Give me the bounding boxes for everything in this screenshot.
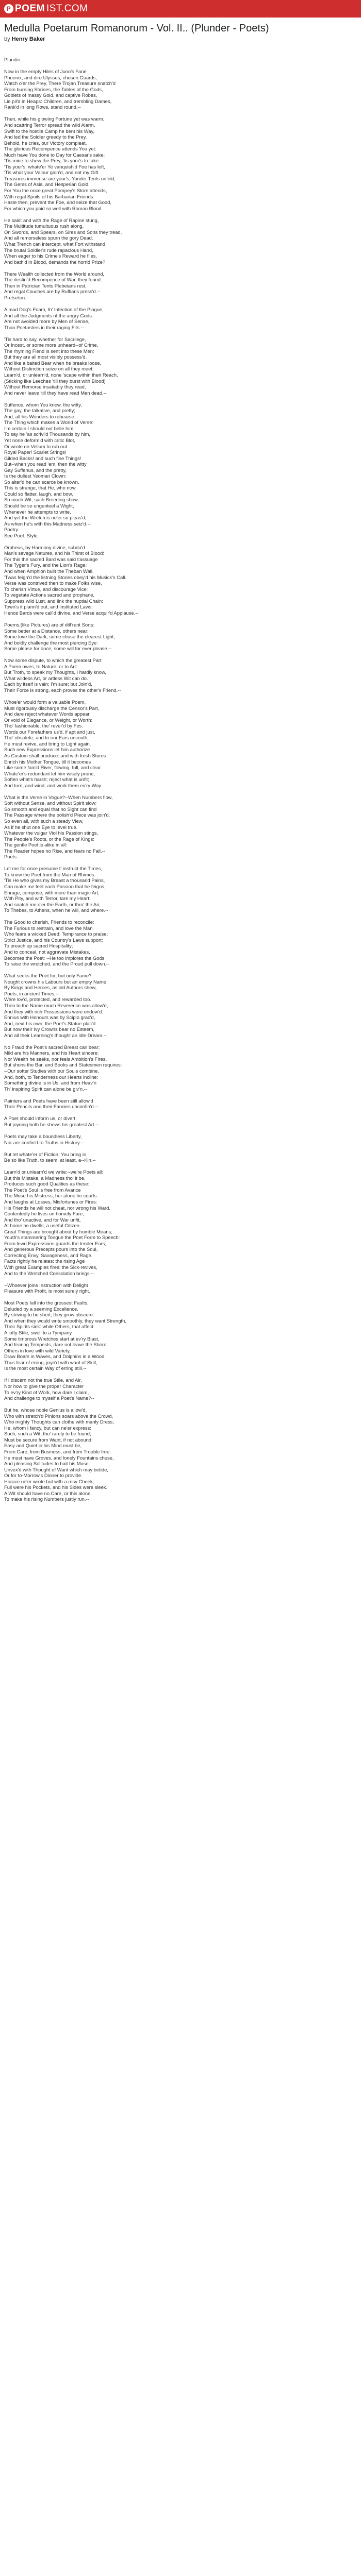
poem-line: To raise the wretched, and the Proud pull down.-- (4, 961, 110, 967)
poem-line: Royal Paper! Scarlet Strings! (4, 449, 67, 455)
poem-line: Soft without Sense, and without Spirit slow: (4, 800, 97, 806)
poem-line: Who fears a wicked Deed: Temp'rance to praise; (4, 931, 108, 937)
poem-line: Or wrote on Vellum to rub out. (4, 443, 69, 449)
poem-stanza (4, 217, 357, 265)
poem-line: Must rigorously discharge the Censor's Part, (4, 705, 100, 711)
poem-title: Medulla Poetarum Romanorum - Vol. II.. (Plunder - Poets) (4, 23, 269, 34)
poem-line: Nor Wealth he seeks, nor feels Ambition's Fires, (4, 1056, 107, 1062)
poem-line: Easy and Quiet in his Mind must be, (4, 1443, 82, 1449)
poem-line: As if he shut one Eye to level true. (4, 824, 78, 830)
poem-stanza (4, 336, 357, 396)
poem-line: To preach up sacred Hospitality; (4, 943, 73, 949)
poem-line: Then, while his glowing Fortune yet was warm, (4, 116, 105, 122)
poem-line: Deluded by a seeming Excellence. (4, 1306, 78, 1312)
poem-line: Nought crowns his Labours but an empty Name. (4, 978, 108, 985)
poem-stanza (4, 919, 357, 967)
poem-line: --Whoever joins Instruction with Delight (4, 1282, 88, 1288)
poem-line: Facts rightly he relates: the rising Age (4, 1258, 85, 1264)
poem-line: This is strange, that He, who now (4, 485, 76, 491)
poem-line: Whenever he attempts to write. (4, 509, 71, 515)
poem-line: So even all, with such a steady View, (4, 818, 84, 824)
poem-line: But he, whose noble Genius is allow'd, (4, 1407, 87, 1413)
author-name[interactable]: Henry Baker (11, 36, 45, 42)
poem-line: And, next his own, the Poet's Statue plac'd. (4, 1020, 97, 1026)
poem-line: Poetry. (4, 527, 20, 533)
poem-line: Treasures immense are your's; Yonder Tents unfold, (4, 175, 116, 181)
poem-line: Watch o'er the Prey. There Trojan Treasure snatch'd (4, 80, 116, 87)
poem-stanza (4, 1300, 357, 1371)
poem-line: Nor are confin'd to Truths in History.-- (4, 1139, 84, 1145)
poem-line: From Care, from Business, and from Trouble free. (4, 1448, 111, 1454)
poem-line: And laughs at Losses, Misfortunes or Fires: (4, 1199, 97, 1205)
poem-line: What seeks the Poet for, but only Fame? (4, 973, 92, 979)
poem-line: Poets. (4, 854, 18, 860)
poem-line: The People's Roots, or the Rage of Kings: (4, 836, 94, 842)
poem-line: His Friends he will not cheat, nor wrong his Ward. (4, 1205, 110, 1211)
poem-line: With Pity, and with Terror, tare my Heart: (4, 895, 91, 902)
byline (4, 36, 357, 42)
poem-line: Are not avoided more by Men of Sense, (4, 318, 90, 325)
poem-line: Thus fear of erring, joyn'd with want of Skill, (4, 1359, 97, 1365)
poem-line: Gay Suffenus, and the pretty, (4, 467, 67, 473)
poem-line: And boldly challenge the most piercing Eye: (4, 639, 98, 646)
poem-line: And regal Couches are by Ruffians press'd.-- (4, 289, 101, 295)
poem-line: Strict Justice, and his Country's Laws support: (4, 937, 103, 943)
poem-line: (Sticking like Leeches 'till they burst with Blood) (4, 378, 106, 384)
poem-line: The destin'd Recompence of War, they found. (4, 277, 102, 283)
poem-line: And all remorseless spurn the gory Dead. (4, 235, 93, 241)
poem-stanza (4, 271, 357, 301)
poem-line: Their Force is strong, each proves the other's Friend.-- (4, 687, 121, 693)
poem-line: 'Tis mine to shew the Prey, 'tis your's to take. (4, 158, 100, 164)
poem-line: Without Distinction seize on all they meet: (4, 366, 94, 372)
poem-line: Enrage, compose, with more than magic Art, (4, 889, 100, 895)
poem-line: But they are all most visibly possess'd. (4, 354, 87, 360)
poem-line: Youth's stammering Tongue the Poet Form to Speech: (4, 1234, 120, 1241)
poem-line: And they with rich Possessions were endow'd. (4, 1008, 103, 1014)
poem-stanza (4, 545, 357, 616)
poem-line: But Troth, to speak my Thoughts, I hardly know, (4, 669, 106, 675)
poem-line: Or void of Elegance, or Weight, or Worth: (4, 717, 93, 723)
poem-line: Others in love with wild Variety, (4, 1347, 71, 1353)
poem-line: Whatever the vulgar Viol his Passion stings, (4, 830, 99, 836)
poem-line: Their Spirits sink: while Others, that affect (4, 1324, 93, 1330)
poem-line: Were lov'd, protected, and rewarded too. (4, 996, 91, 1003)
poem-line: Yet none deform'd with critic Blot, (4, 437, 75, 443)
poem-line: Let me for once presume t' instruct the Times, (4, 866, 102, 872)
poem-stanza (4, 69, 357, 110)
poem-line: For You the once great Pompey's Store attends, (4, 188, 107, 194)
poem-line: So smooth and equal that no Sight can find (4, 806, 97, 812)
poem-line: Great Things are brought about by humble Means; (4, 1228, 112, 1234)
logo-text-main: POEM (15, 3, 45, 14)
poem-line: Verse was contrived then to make Folks wise, (4, 580, 102, 586)
poem-stanza (4, 973, 357, 1038)
poem-stanza (4, 57, 357, 63)
poem-line: By striving to be short, they grow obscure: (4, 1312, 94, 1318)
site-logo[interactable] (4, 3, 88, 14)
poem-line: 'Tis He who gives my Breast a thousand Pains, (4, 877, 105, 884)
poem-line: He, whom I fancy, but can ne'er express: (4, 1425, 91, 1431)
poem-line: What wildess Art, or artless Wit can do. (4, 675, 88, 681)
poem-line: The glorious Recompence attends You yet: (4, 146, 96, 152)
poem-line: A Wit should have no Care, or this alone, (4, 1490, 92, 1496)
poem-line: Much have You done to Day for Caesar's sake; (4, 151, 105, 158)
poem-line: And challenge to myself a Poet's Name?-- (4, 1395, 94, 1401)
poem-line: The rhyming Fiend is sent into these Men: (4, 348, 94, 354)
poem-line: No Fraud the Poet's sacred Breast can bear; (4, 1044, 100, 1050)
poem-line: At home he dwells, a useful Citizen. (4, 1223, 81, 1229)
poem-stanza (4, 699, 357, 788)
poem-line: Who mighty Thoughts can clothe with manly Dress, (4, 1419, 114, 1425)
poem-line: He must have Groves, and lonely Fountains chuse, (4, 1454, 114, 1461)
poem-line: Hence Bards were call'd divine, and Verse acquir'd Applause.-- (4, 609, 139, 616)
poem-line: And generous Precepts pours into the Soul, (4, 1246, 98, 1252)
poem-line: A mad Dog's Foam, th' Infection of the Plague, (4, 306, 104, 312)
poem-line: Haste then, prevent the Foe, and seize that Good, (4, 199, 111, 206)
poem-line: But joyning both he shews his greatest Art.-- (4, 1121, 99, 1127)
poem-line: Orpheus, by Harmony divine, subdu'd (4, 544, 85, 550)
poem-line: To vegetate Actions sacred and prophane, (4, 592, 95, 598)
poem-line: And never leave 'till they have read Men dead.-- (4, 389, 107, 396)
poem-line: Suppress wild Lust, and link the nuptial Chain: (4, 598, 103, 604)
poem-line: And like a baited Bear when he breaks loose, (4, 360, 102, 366)
poem-line: And, all his Wonders to rehearse, (4, 413, 76, 419)
poem-line: But let whate'er of Fiction, You bring in, (4, 1151, 88, 1157)
poem-line: Correcting Envy, Savageness, and Rage. (4, 1252, 93, 1258)
poem-line: Painters and Poets have been still allow'd (4, 1097, 93, 1104)
poem-stanza (4, 1115, 357, 1127)
poem-line: What Trench can intercept, what Fort withstand (4, 241, 105, 247)
poem-line: Some timorous Wretches start at ev'ry Blast, (4, 1335, 100, 1342)
poem-line: Behold, he cries, our Victory compleat, (4, 140, 87, 146)
poem-line: Mild are his Manners, and his Heart sincere: (4, 1050, 99, 1056)
poem-line: Could so flatter, laugh, and bow, (4, 490, 73, 497)
poem-line: Words our Forefathers us'd, if apt and just, (4, 728, 95, 735)
poem-line: A lofty Stile, swell to a Tympany. (4, 1330, 73, 1336)
poem-stanza (4, 1407, 357, 1502)
poem-line: So much Wit, such Breeding show, (4, 497, 79, 503)
poem-line: And led the Soldier greedy to the Prey. (4, 134, 87, 140)
poem-line: Their Pencils and their Fancies unconfin'd.-- (4, 1104, 99, 1110)
poem-line: Phoenix, and dire Ulysses, chosen Guards, (4, 74, 97, 80)
poem-line: Lie pil'd in Heaps: Children, and trembling Dames, (4, 98, 112, 104)
poem-line: But shuns the Bar, and Books and Statesmen requires: (4, 1062, 122, 1068)
poem-line: Than Poetasters in their raging Fits:-- (4, 324, 84, 330)
poem-line: And pleasing Solitudes to bait his Muse. (4, 1461, 90, 1467)
poem-line: Or for to-Morrow's Dinner to provide. (4, 1472, 83, 1479)
poem-line: Should be so ungenteel a Wight, (4, 503, 74, 509)
poem-line: 'Tis your's, whate'er Ye vanquish'd Foe has left, (4, 163, 105, 170)
poem-line: Poems,(like Pictures) are of diff'rent Sorts: (4, 621, 95, 628)
poem-line: Or Incest, or some more unheard--of Crime, (4, 342, 99, 348)
poem-line: The Reader hopes no Rise, and fears no Fall.-- (4, 848, 105, 854)
poem-line: And bath'd in Blood, demands the horrid Prize? (4, 259, 106, 265)
poem-line: But this Mistake, a Madness tho' it be, (4, 1175, 86, 1181)
poem-header (4, 23, 357, 42)
poem-line: The gay, the talkative, and pretty; (4, 408, 75, 414)
poem-line: Goblets of massy Gold, and captive Robes, (4, 92, 97, 98)
poem-line: Is the most certain Way of erring still.-- (4, 1365, 87, 1371)
poem-stanza (4, 1044, 357, 1092)
poem-line: Th' inspiring Spirit can alone be giv'n.-- (4, 1086, 87, 1092)
poem-line: To ev'ry Kind of Work, how dare I claim, (4, 1389, 89, 1395)
poem-line: There Wealth collected from the World around, (4, 270, 105, 277)
poem-line: But--when you read 'em, then the witty (4, 461, 87, 467)
poem-line: Becomes the Poet: --He too implores the Gods (4, 955, 105, 961)
poem-line: As Custom shall produce: and with fresh Stores (4, 752, 106, 758)
poem-line: Who with stretch'd Pinions soars above the Crowd, (4, 1413, 113, 1419)
poem-stanza (4, 1282, 357, 1294)
poem-line: Tho' fashionable, the' rever'd by Fes. (4, 723, 83, 729)
poem-stanza (4, 622, 357, 652)
poem-line: And scattring Terror spread the wild Alarm, (4, 122, 95, 128)
poem-line: The Thing which makes a World of Verse: (4, 419, 94, 426)
poem-line: Be so like Truth, to seem, at least, a--Kin.-- (4, 1157, 96, 1163)
poem-line: The Multitude tumultuous rush along, (4, 223, 84, 229)
poem-line: Full were his Pockets, and his Sides were sleek. (4, 1484, 108, 1490)
poem-line: The Muse his Mistress, her alone he courts: (4, 1193, 98, 1199)
poem-line: From burning Shrines, the Tables of the Gods, (4, 86, 103, 92)
poem-line: 'Tis what your Valour gain'd, and not my Gift. (4, 170, 100, 176)
byline-prefix: by (4, 36, 10, 42)
poem-line: Draw Boars in Waves, and Dolphins in a Wood. (4, 1353, 106, 1360)
poem-line: Contentedly he lives on homely Fare, (4, 1211, 84, 1217)
poem-line: The Tyger's Fury, and the Lion's Rage: (4, 562, 87, 568)
poem-line: Horace ne'er wrote but with a rosy Cheek, (4, 1478, 94, 1484)
poem-line: Pretseton. (4, 294, 26, 300)
poem-line: Some please for once, some will for ever please.-- (4, 646, 112, 652)
poem-line: Like some fam'd River, flowing, full, and clear. (4, 765, 102, 771)
poem-line: The Gems of Asia, and Hesperian Gold. (4, 181, 90, 188)
poem-line: With regal Spoils of his Barbarian Friends: (4, 193, 95, 199)
poem-line: To make his rising Numbers justly run.-- (4, 1496, 89, 1502)
poem-line: On Swords, and Spears, on Sires and Sons they tread, (4, 229, 122, 235)
poem-line: Whate'er's redundant let him wisely prune; (4, 770, 95, 776)
poem-stanza (4, 1151, 357, 1163)
poem-line: Poets, in ancient Times,-- (4, 990, 59, 996)
poem-line: Swift to the hostile Camp he bent his Way, (4, 128, 95, 134)
poem-line: And all the Judgments of the angry Gods (4, 312, 92, 318)
poem-line: Then in Patrician Tents Plebeians rest, (4, 282, 87, 289)
poem-line: For which you paid so well with Roman Blood. (4, 205, 103, 211)
poem-line: By Kings and Heroes, as old Authors shew, (4, 985, 97, 991)
poem-line: Poets may take a boundless Liberty, (4, 1133, 82, 1139)
poem-line: And when they would write smoothly, they want Strength, (4, 1317, 126, 1324)
poem-line: Tho' obsolete, and to our Ears uncouth, (4, 735, 89, 741)
poem-line: And all their Learning's thought an idle Dream.-- (4, 1032, 107, 1038)
poem-line: And, both, to Tenderness our Hearts incline: (4, 1074, 99, 1080)
poem-line: If I discern not the true Stile, and Air, (4, 1377, 82, 1383)
poem-line: Something divine is in Us, and from Heav'n (4, 1080, 96, 1086)
poem-line: And turn, and wind, and work them ev'ry Way. (4, 782, 102, 788)
poem-line: Enrich his Mother Tongue, till it becomes (4, 758, 91, 765)
poem-line: Some love the Dark, some chuse the clearest Light, (4, 634, 115, 640)
poem-line: And when Amphion built the Theban Wall, (4, 568, 94, 574)
poem-line: And snatch me o'er the Earth, or thro' the Air, (4, 901, 101, 907)
poem-line: Ennius with Honours was by Scipio grac'd, (4, 1014, 95, 1021)
poem-line: 'Tis hard to say, whether for Sacrilege, (4, 336, 86, 342)
poem-line: So alter'd he can scarce be known. (4, 479, 79, 485)
poem-line: 'Twas feign'd the listning Stones obey'd his Musick's Call. (4, 574, 126, 580)
poem-line: The Good to cherish, Friends to reconcile: (4, 919, 94, 925)
poem-stanza (4, 1098, 357, 1110)
poem-stanza (4, 1377, 357, 1401)
poem-stanza (4, 307, 357, 330)
poem-line: Must be secure from Want, if not abound: (4, 1436, 93, 1443)
poem-line: What is the Verse in Vogue?--When Numbers flow, (4, 794, 113, 800)
poem-line: For this the sacred Bard was said t'assuage (4, 556, 98, 562)
poem-line: With great Examples fires: the Sick-revives, (4, 1264, 97, 1270)
poem-line: Is the dullest Yeoman Clown: (4, 473, 67, 479)
poem-line: The Poet's Soul is free from Avarice (4, 1187, 81, 1193)
poem-line: Plunder. (4, 57, 22, 62)
poem-line: Pleasure with Profit, is most surely right. (4, 1288, 90, 1294)
poem-stanza (4, 402, 357, 539)
poem-line: Then to the Name much Reverence was allow'd, (4, 1002, 108, 1008)
poem-stanza (4, 866, 357, 913)
poem-line: And fearing Tempests, dare not leave the Shore: (4, 1342, 108, 1348)
poem-line: When eager to his Crime's Reward he flies, (4, 253, 97, 259)
poem-line: To Thebes, to Athens, when he will, and where.-- (4, 907, 109, 913)
poem-line: A Poet should inform us, or divert: (4, 1115, 77, 1122)
poem-line: Learn'd or unlearn'd we write:--we're Poets all: (4, 1169, 103, 1175)
poem-line: Whoe'er would form a valuable Poem, (4, 699, 86, 705)
poem-line: But now their Ivy Crowns bear no Esteem, (4, 1026, 95, 1032)
poem-line: Without Remorse insatiably they read, (4, 384, 86, 390)
poem-stanza (4, 1133, 357, 1145)
poem-line: And to conceal, not aggravate Mistakes, (4, 949, 90, 955)
logo-mark-icon: P (4, 4, 13, 13)
poem-line: Gilded Backs! and such fine Things! (4, 455, 81, 461)
poem-line: Now some dispute, to which the greatest Part (4, 657, 102, 664)
poem-line: Town's it plann'd out, and instituted Laws. (4, 604, 93, 610)
poem-line: The brutal Soldier's rude rapacious Hand, (4, 247, 93, 253)
poem-line: He said: and with the Rage of Rapine stung, (4, 217, 99, 223)
poem-line: And dare reject whatever Words appear (4, 711, 90, 717)
poem-line: See Poet. Style. (4, 532, 39, 538)
poem-line: And yet the Wretch is ne'er so pleas'd, (4, 515, 87, 521)
poem-line: Some better at a Distance, others near: (4, 628, 89, 634)
poem-line: The gentle Poet is alike in all: (4, 842, 67, 848)
poem-line: Nor how to give the proper Character (4, 1383, 84, 1389)
poem-stanza (4, 116, 357, 211)
poem-line: Rank'd in long Rows, stand round.-- (4, 104, 81, 110)
poem-line: Can make me feel each Passion that he feigns, (4, 884, 106, 890)
poem-line: I'm certain I should not belie him, (4, 425, 75, 431)
poem-line: Learn'd, or unlearn'd, none 'scape within their Reach, (4, 371, 118, 378)
poem-line: And tho' unactive, and for War unfit, (4, 1216, 81, 1223)
poem-line: Soften what's harsh; reject what is unfit; (4, 776, 89, 783)
poem-body (4, 57, 357, 1508)
poem-line: Suffenus, whom You know, the witty, (4, 401, 82, 408)
logo-text-suffix: IST.COM (46, 3, 88, 14)
poem-line: To know the Poet from the Man of Rhimes: (4, 871, 96, 877)
poem-line: As when he's with this Madness seiz'd.-- (4, 520, 91, 527)
poem-stanza (4, 794, 357, 860)
poem-line: Now in the empty Hiles of Juno's Fane (4, 69, 87, 75)
poem-line: --Our softer Studies with our Souls combine, (4, 1067, 99, 1074)
poem-line: The Passage where the polish'd Piece was join'd. (4, 812, 110, 818)
poem-line: The Furious to restrain, and love the Man (4, 925, 93, 931)
poem-stanza (4, 1169, 357, 1276)
poem-line: And to the Wretched Consolation brings.-- (4, 1270, 94, 1276)
poem-line: From lewd Expressions guards the tender Ears, (4, 1240, 107, 1246)
site-header-bar (0, 0, 361, 18)
poem-line: Man's savage Natures, and his Thirst of Blood: (4, 550, 104, 556)
poem-stanza (4, 657, 357, 693)
poem-line: A Poem owes, to Nature, or to Art: (4, 663, 77, 669)
poem-line: To say he 'as scrivl'd Thousands by him, (4, 431, 91, 437)
poem-line: Unvex'd with Thought of Want which may betide, (4, 1466, 108, 1472)
poem-line: Such new Expressions let him authorize (4, 747, 90, 753)
poem-line: He must revive, and bring to Light again. (4, 740, 91, 747)
poem-line: Such, such a Wit, tho' rarely to be found, (4, 1431, 91, 1437)
poem-line: To cherish Virtue, and discourage Vice: (4, 586, 88, 592)
poem-line: Most Poets fall into the grossest Faults, (4, 1300, 89, 1306)
poem-line: Produces such good Qualities as these: (4, 1181, 90, 1187)
poem-line: Each by itself is vain; I'm sure; but Join'd, (4, 681, 92, 687)
